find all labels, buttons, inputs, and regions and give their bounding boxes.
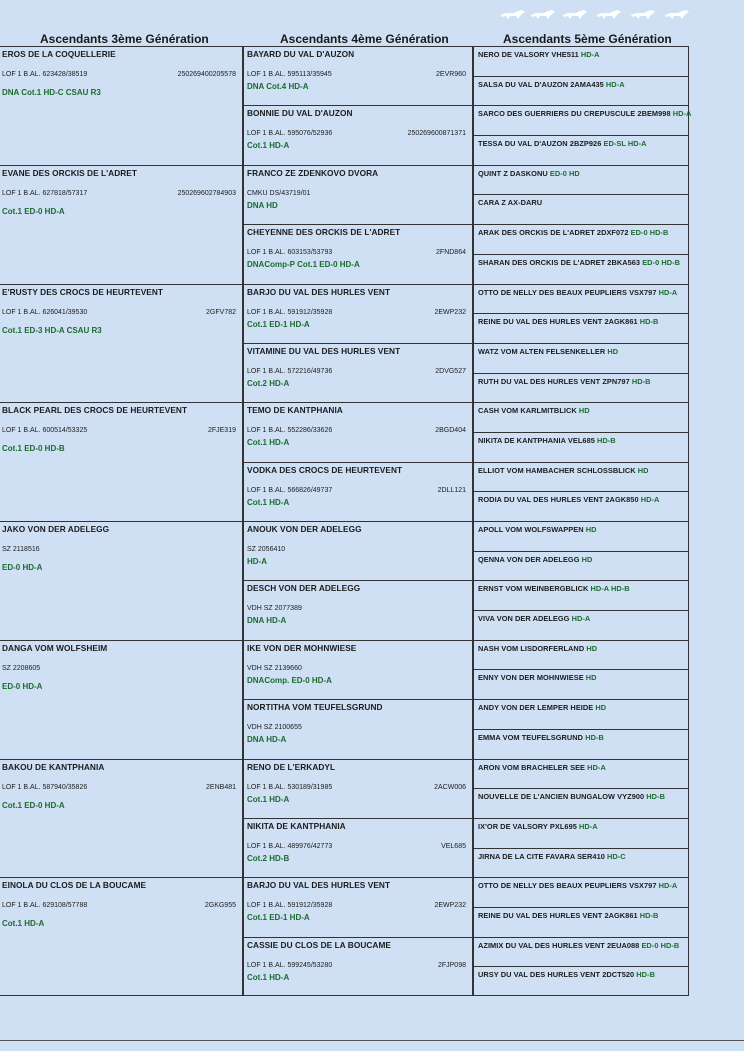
health-results: Cot.1 ED-0 HD-A xyxy=(2,206,65,216)
health-results: HD-B xyxy=(597,435,616,445)
identification-number: 2FJE319 xyxy=(207,427,236,435)
dog-silhouette-icon xyxy=(530,8,556,20)
ancestor-line xyxy=(478,941,684,950)
registration-number: LOF 1 B.AL. 566826/49737 xyxy=(247,486,333,494)
registration-number: LOF 1 B.AL. 572216/49736 xyxy=(247,367,333,375)
registration-number: LOF 1 B.AL. 489976/42773 xyxy=(247,842,333,850)
gen5-ancestor-cell xyxy=(474,136,688,166)
ancestor-line xyxy=(478,852,684,861)
identification-number: 250269602784903 xyxy=(177,189,236,197)
identification-number: 2DVG527 xyxy=(435,367,466,375)
gen4-ancestor-cell xyxy=(244,938,472,997)
gen5-ancestor-cell xyxy=(474,522,688,552)
health-results: HD-B xyxy=(639,910,659,920)
health-results: ED-0 HD-A xyxy=(2,681,43,691)
ancestor-line xyxy=(478,555,684,564)
gen4-ancestor-cell xyxy=(244,760,472,819)
health-results: DNA HD-A xyxy=(247,735,287,745)
registration-number: SZ 2118516 xyxy=(2,546,40,553)
ancestor-line xyxy=(478,317,684,326)
ancestor-name: REINE DU VAL DES HURLES VENT xyxy=(478,910,603,920)
registration-row xyxy=(247,368,466,375)
health-results: HD xyxy=(585,673,597,683)
identification-number: 250269600871371 xyxy=(407,130,466,138)
gen3-ancestor-cell xyxy=(0,760,242,879)
health-results: HD-A xyxy=(672,109,692,119)
gen5-ancestor-cell xyxy=(474,255,688,285)
identification-number: 2ENB481 xyxy=(206,783,236,791)
health-results: Cot.1 HD-A xyxy=(247,972,290,982)
identification-number: 2BGD404 xyxy=(435,427,466,435)
identification-number: VSX797 xyxy=(629,287,657,297)
header-gen5: Ascendants 5ème Génération xyxy=(503,32,672,46)
health-results: HD-A xyxy=(658,881,678,891)
registration-number: LOF 1 B.AL. 603153/53793 xyxy=(247,249,333,257)
ancestor-line xyxy=(478,495,684,504)
health-results: HD-B xyxy=(639,317,659,327)
registration-number: CMKU DS/43719/01 xyxy=(247,189,311,197)
registration-number: VDH SZ 2077389 xyxy=(247,605,302,613)
health-results: HD-A xyxy=(658,287,678,297)
ancestor-name: NORTITHA VOM TEUFELSGRUND xyxy=(247,702,383,713)
identification-number: 2EWP232 xyxy=(434,308,466,316)
gen5-ancestor-cell xyxy=(474,938,688,968)
ancestor-name: NIKITA DE KANTPHANIA xyxy=(478,435,566,445)
dog-silhouette-icon xyxy=(664,8,690,20)
identification-number: VEL685 xyxy=(567,435,595,445)
ancestor-name: FRANCO ZE ZDENKOVO DVORA xyxy=(247,167,379,178)
ancestor-name: BAKOU DE KANTPHANIA xyxy=(2,761,105,772)
gen5-ancestor-cell xyxy=(474,789,688,819)
ancestor-name: TESSA DU VAL D'AUZON xyxy=(478,139,568,149)
ancestor-line xyxy=(478,644,684,653)
health-results: Cot.1 ED-1 HD-A xyxy=(247,913,310,923)
gen4-ancestor-cell xyxy=(244,878,472,937)
gen3-ancestor-cell xyxy=(0,285,242,404)
gen5-ancestor-cell xyxy=(474,285,688,315)
ancestor-name: OTTO DE NELLY DES BEAUX PEUPLIERS xyxy=(478,881,627,891)
health-results: ED-0 HD-B xyxy=(641,940,680,950)
gen4-ancestor-cell xyxy=(244,522,472,581)
identification-number: 250269400205578 xyxy=(177,71,236,78)
ancestor-name: DESCH VON DER ADELEGG xyxy=(247,583,361,594)
gen3-column xyxy=(0,46,243,996)
ancestor-line xyxy=(478,80,684,89)
registration-number: LOF 1 B.AL. 587940/35826 xyxy=(2,783,88,791)
ancestor-name: ANDY VON DER LEMPER HEIDE xyxy=(478,703,594,713)
ancestor-name: WATZ VOM ALTEN FELSENKELLER xyxy=(478,346,606,356)
ancestor-line xyxy=(478,673,684,682)
gen5-ancestor-cell xyxy=(474,344,688,374)
health-results: HD-A xyxy=(247,557,267,566)
ancestor-name: EINOLA DU CLOS DE LA BOUCAME xyxy=(2,880,147,891)
ancestor-name: REINE DU VAL DES HURLES VENT xyxy=(478,317,603,327)
identification-number: 2BEM998 xyxy=(637,109,671,119)
registration-row xyxy=(247,843,466,850)
gen5-ancestor-cell xyxy=(474,730,688,760)
ancestor-line xyxy=(478,109,692,119)
health-results: HD-A xyxy=(571,614,591,624)
registration-number: LOF 1 B.AL. 626041/39530 xyxy=(2,308,88,316)
ancestor-line xyxy=(478,466,684,475)
gen5-ancestor-cell xyxy=(474,670,688,700)
ancestor-line xyxy=(478,406,684,415)
pedigree-table xyxy=(0,46,690,996)
ancestor-line xyxy=(478,258,684,267)
gen4-ancestor-cell xyxy=(244,344,472,403)
identification-number: VYZ900 xyxy=(617,792,645,802)
ancestor-name: NERO DE VALSORY xyxy=(478,50,550,59)
identification-number: VSX797 xyxy=(629,881,657,891)
health-results: Cot.1 ED-0 HD-A xyxy=(2,800,65,810)
health-results: ED-SL HD-A xyxy=(603,139,647,149)
health-results: HD xyxy=(607,346,619,356)
ancestor-name: BLACK PEARL DES CROCS DE HEURTEVENT xyxy=(2,405,188,416)
ancestor-name: RUTH DU VAL DES HURLES VENT xyxy=(478,376,601,386)
gen5-ancestor-cell xyxy=(474,225,688,255)
ancestor-line xyxy=(478,584,684,593)
ancestor-name: EVANE DES ORCKIS DE L'ADRET xyxy=(2,167,138,178)
gen4-ancestor-cell xyxy=(244,47,472,106)
ancestor-name: URSY DU VAL DES HURLES VENT xyxy=(478,970,601,980)
registration-number: LOF 1 B.AL. 600514/53325 xyxy=(2,427,88,435)
registration-number: LOF 1 B.AL. 595113/35945 xyxy=(247,71,332,78)
health-results: HD xyxy=(586,643,598,653)
registration-row xyxy=(247,487,466,494)
ancestor-name: ANOUK VON DER ADELEGG xyxy=(247,524,362,534)
gen4-ancestor-cell xyxy=(244,403,472,462)
bottom-rule xyxy=(0,1040,744,1041)
gen5-ancestor-cell xyxy=(474,374,688,404)
health-results: ED-0 HD-B xyxy=(642,257,681,267)
registration-row xyxy=(2,665,236,672)
gen5-ancestor-cell xyxy=(474,195,688,225)
identification-number: 2GKG955 xyxy=(204,902,236,910)
registration-row xyxy=(247,724,466,731)
identification-number: 2FND864 xyxy=(436,249,466,257)
gen3-ancestor-cell xyxy=(0,641,242,760)
ancestor-line xyxy=(478,792,684,801)
registration-number: LOF 1 B.AL. 591912/35928 xyxy=(247,308,333,316)
registration-row xyxy=(247,427,466,434)
registration-row xyxy=(247,665,466,672)
ancestor-line xyxy=(478,169,684,178)
health-results: HD-B xyxy=(585,732,604,742)
gen4-ancestor-cell xyxy=(244,225,472,284)
gen5-ancestor-cell xyxy=(474,552,688,582)
health-results: ED-0 HD xyxy=(549,168,580,178)
identification-number: SER410 xyxy=(577,851,605,861)
ancestor-name: ERNST VOM WEINBERGBLICK xyxy=(478,584,589,594)
ancestor-name: QENNA VON DER ADELEGG xyxy=(478,554,580,564)
health-results: HD xyxy=(637,465,649,475)
ancestor-line xyxy=(478,881,684,890)
ancestor-name: BARJO DU VAL DES HURLES VENT xyxy=(247,286,391,297)
registration-row xyxy=(2,546,236,553)
ancestor-name: NIKITA DE KANTPHANIA xyxy=(247,820,346,831)
identification-number: 2DCT520 xyxy=(602,970,635,980)
registration-number: SZ 2056410 xyxy=(247,546,286,553)
ancestor-name: AZIMIX DU VAL DES HURLES VENT xyxy=(478,940,605,950)
dog-silhouette-icon xyxy=(596,8,622,20)
ancestor-name: ARAK DES ORCKIS DE L'ADRET xyxy=(478,228,595,238)
identification-number: 2FJP098 xyxy=(437,961,466,969)
identification-number: 2GFV782 xyxy=(206,308,236,316)
gen4-ancestor-cell xyxy=(244,106,472,165)
identification-number: 2AMA435 xyxy=(570,79,604,89)
dog-silhouette-icon xyxy=(562,8,588,20)
ancestor-line xyxy=(478,703,684,712)
gen4-ancestor-cell xyxy=(244,581,472,640)
health-results: HD-B xyxy=(646,792,665,802)
ancestor-line xyxy=(478,347,684,356)
ancestor-line xyxy=(478,377,684,386)
gen5-ancestor-cell xyxy=(474,106,692,136)
ancestor-name: SHARAN DES ORCKIS DE L'ADRET xyxy=(478,257,606,267)
health-results: HD-C xyxy=(607,851,626,861)
registration-row xyxy=(247,249,466,256)
gen5-ancestor-cell xyxy=(474,581,688,611)
ancestor-name: CASSIE DU CLOS DE LA BOUCAME xyxy=(247,939,391,950)
health-results: HD-A xyxy=(579,821,598,831)
health-results: HD-B xyxy=(636,970,655,980)
ancestor-name: JAKO VON DER ADELEGG xyxy=(2,524,110,534)
ancestor-name: NASH VOM LISDORFERLAND xyxy=(478,643,585,653)
ancestor-name: TEMO DE KANTPHANIA xyxy=(247,405,343,416)
health-results: Cot.1 ED-3 HD-A CSAU R3 xyxy=(2,325,102,335)
gen5-ancestor-cell xyxy=(474,47,688,77)
health-results: Cot.1 HD-A xyxy=(247,438,290,448)
ancestor-name: JIRNA DE LA CITE FAVARA xyxy=(478,851,575,861)
ancestor-name: CARA Z AX-DARU xyxy=(478,198,543,208)
registration-row xyxy=(247,784,466,791)
ancestor-name: CASH VOM KARLMITBLICK xyxy=(478,406,577,416)
registration-number: VDH SZ 2100655 xyxy=(247,724,302,732)
health-results: Cot.1 HD-A xyxy=(247,794,290,804)
gen3-ancestor-cell xyxy=(0,403,242,522)
registration-row xyxy=(247,71,466,78)
identification-number: 2BZP926 xyxy=(569,139,602,149)
dog-silhouette-icon xyxy=(500,8,526,20)
ancestor-name: VODKA DES CROCS DE HEURTEVENT xyxy=(247,464,403,475)
health-results: HD-A HD-B xyxy=(590,584,630,594)
ancestor-name: SALSA DU VAL D'AUZON xyxy=(478,79,569,89)
ancestor-line xyxy=(478,763,684,772)
registration-row xyxy=(247,130,466,137)
ancestor-line xyxy=(478,614,684,623)
health-results: Cot.2 HD-A xyxy=(247,378,290,388)
ancestor-line xyxy=(478,525,684,534)
health-results: HD xyxy=(581,554,593,564)
registration-number: LOF 1 B.AL. 530189/31985 xyxy=(247,783,333,791)
registration-row xyxy=(247,962,466,969)
ancestor-name: IX'OR DE VALSORY xyxy=(478,821,548,831)
ancestor-name: IKE VON DER MOHNWIESE xyxy=(247,642,357,653)
gen3-ancestor-cell xyxy=(0,522,242,641)
gen3-ancestor-cell xyxy=(0,166,242,285)
gen5-ancestor-cell xyxy=(474,492,688,522)
registration-number: SZ 2208605 xyxy=(2,664,41,672)
registration-row xyxy=(247,902,466,909)
ancestor-name: ENNY VON DER MOHNWIESE xyxy=(478,673,584,683)
health-results: Cot.1 ED-1 HD-A xyxy=(247,319,310,329)
identification-number: 2ACW006 xyxy=(434,783,466,791)
identification-number: 2DLL121 xyxy=(437,486,466,494)
gen4-ancestor-cell xyxy=(244,166,472,225)
health-results: DNA Cot.1 HD-C CSAU R3 xyxy=(2,88,101,97)
ancestor-name: BARJO DU VAL DES HURLES VENT xyxy=(247,880,391,891)
ancestor-name: NOUVELLE DE L'ANCIEN BUNGALOW xyxy=(478,792,616,802)
registration-number: LOF 1 B.AL. 552286/33626 xyxy=(247,427,333,435)
ancestor-name: CHEYENNE DES ORCKIS DE L'ADRET xyxy=(247,227,401,238)
ancestor-line xyxy=(478,822,684,831)
registration-row xyxy=(2,71,236,78)
header-gen4: Ascendants 4ème Génération xyxy=(280,32,449,46)
gen4-ancestor-cell xyxy=(244,285,472,344)
gen3-ancestor-cell xyxy=(0,47,242,166)
health-results: HD xyxy=(595,703,607,713)
ancestor-name: APOLL VOM WOLFSWAPPEN xyxy=(478,525,584,534)
health-results: HD-A xyxy=(580,50,600,59)
registration-row xyxy=(2,902,236,909)
identification-number: 2AGK861 xyxy=(604,317,638,327)
ancestor-line xyxy=(478,436,684,445)
health-results: HD-A xyxy=(587,762,606,772)
health-results: Cot.1 HD-A xyxy=(247,141,290,151)
ancestor-line xyxy=(478,228,684,237)
health-results: Cot.1 HD-A xyxy=(2,919,45,929)
ancestor-name: ARON VOM BRACHELER SEE xyxy=(478,762,586,772)
registration-row xyxy=(247,605,466,612)
dog-silhouette-icon xyxy=(630,8,656,20)
gen5-column xyxy=(473,46,692,996)
gen5-ancestor-cell xyxy=(474,463,688,493)
gen5-ancestor-cell xyxy=(474,166,688,196)
gen5-ancestor-cell xyxy=(474,611,688,641)
ancestor-line xyxy=(478,198,684,207)
identification-number: 2EWP232 xyxy=(434,902,466,910)
health-results: ED-0 HD-B xyxy=(630,228,669,238)
gen5-ancestor-cell xyxy=(474,433,688,463)
registration-row xyxy=(2,309,236,316)
health-results: DNA HD xyxy=(247,200,278,210)
identification-number: VEL685 xyxy=(441,842,466,850)
registration-row xyxy=(247,190,466,197)
health-results: HD xyxy=(578,406,590,416)
identification-number: 2BKA563 xyxy=(607,257,641,267)
identification-number: 2AGK861 xyxy=(604,910,638,920)
ancestor-line xyxy=(478,50,684,59)
gen5-ancestor-cell xyxy=(474,314,688,344)
health-results: Cot.1 ED-0 HD-B xyxy=(2,444,65,454)
ancestor-name: RODIA DU VAL DES HURLES VENT xyxy=(478,495,604,505)
identification-number: 2DXF072 xyxy=(596,228,629,238)
identification-number: 2EUA088 xyxy=(606,940,640,950)
gen4-ancestor-cell xyxy=(244,819,472,878)
health-results: ED-0 HD-A xyxy=(2,563,43,572)
gen5-ancestor-cell xyxy=(474,819,688,849)
ancestor-line xyxy=(478,139,684,148)
gen5-ancestor-cell xyxy=(474,760,688,790)
gen5-ancestor-cell xyxy=(474,77,688,107)
gen4-ancestor-cell xyxy=(244,463,472,522)
health-results: DNAComp. ED-0 HD-A xyxy=(247,675,332,685)
registration-row xyxy=(247,309,466,316)
ancestor-name: E'RUSTY DES CROCS DE HEURTEVENT xyxy=(2,286,164,297)
identification-number: ZPN797 xyxy=(602,376,630,386)
ancestor-name: EMMA VOM TEUFELSGRUND xyxy=(478,732,584,742)
ancestor-name: SARCO DES GUERRIERS DU CREPUSCULE xyxy=(478,109,636,119)
gen5-ancestor-cell xyxy=(474,878,688,908)
health-results: DNA HD-A xyxy=(247,616,287,626)
health-results: Cot.1 HD-A xyxy=(247,497,290,507)
ancestor-name: ELLIOT VOM HAMBACHER SCHLOSSBLICK xyxy=(478,465,636,475)
gen4-ancestor-cell xyxy=(244,700,472,759)
registration-number: VDH SZ 2139660 xyxy=(247,664,302,672)
health-results: DNA Cot.4 HD-A xyxy=(247,82,309,91)
gen5-ancestor-cell xyxy=(474,403,688,433)
registration-number: LOF 1 B.AL. 599245/53280 xyxy=(247,961,333,969)
registration-row xyxy=(2,190,236,197)
ancestor-line xyxy=(478,288,684,297)
ancestor-name: VITAMINE DU VAL DES HURLES VENT xyxy=(247,345,401,356)
ancestor-name: EROS DE LA COQUELLERIE xyxy=(2,49,116,59)
health-results: HD-A xyxy=(640,495,660,505)
registration-number: LOF 1 B.AL. 623428/38519 xyxy=(2,71,88,78)
health-results: HD-B xyxy=(631,376,651,386)
ancestor-name: RENO DE L'ERKADYL xyxy=(247,761,336,772)
registration-row xyxy=(247,546,466,553)
health-results: DNAComp-P Cot.1 ED-0 HD-A xyxy=(247,260,360,270)
registration-number: LOF 1 B.AL. 629108/57788 xyxy=(2,902,88,910)
identification-number: 2AGK850 xyxy=(605,495,639,505)
ancestor-name: OTTO DE NELLY DES BEAUX PEUPLIERS xyxy=(478,287,627,297)
ancestor-name: BAYARD DU VAL D'AUZON xyxy=(247,49,355,59)
registration-number: LOF 1 B.AL. 595076/52936 xyxy=(247,130,333,138)
gen5-ancestor-cell xyxy=(474,967,688,997)
gen5-ancestor-cell xyxy=(474,849,688,879)
ancestor-line xyxy=(478,970,684,979)
ancestor-name: BONNIE DU VAL D'AUZON xyxy=(247,108,353,119)
ancestor-name: QUINT Z DASKONU xyxy=(478,168,548,178)
registration-row xyxy=(2,784,236,791)
gen5-ancestor-cell xyxy=(474,641,688,671)
health-results: HD-A xyxy=(605,79,625,89)
ancestor-line xyxy=(478,733,684,742)
ancestor-name: DANGA VOM WOLFSHEIM xyxy=(2,642,108,653)
gen4-ancestor-cell xyxy=(244,641,472,700)
registration-number: LOF 1 B.AL. 591912/35928 xyxy=(247,902,333,910)
identification-number: VHE511 xyxy=(551,50,579,59)
registration-row xyxy=(2,427,236,434)
header-gen3: Ascendants 3ème Génération xyxy=(40,32,209,46)
gen3-ancestor-cell xyxy=(0,878,242,997)
registration-number: LOF 1 B.AL. 627818/57317 xyxy=(2,189,88,197)
ancestor-line xyxy=(478,911,684,920)
gen4-column xyxy=(243,46,473,996)
identification-number: PXL695 xyxy=(549,821,577,831)
health-results: Cot.2 HD-B xyxy=(247,853,290,863)
identification-number: 2EVR960 xyxy=(436,71,466,78)
health-results: HD xyxy=(585,525,597,534)
ancestor-name: VIVA VON DER ADELEGG xyxy=(478,614,570,624)
gen5-ancestor-cell xyxy=(474,700,688,730)
gen5-ancestor-cell xyxy=(474,908,688,938)
